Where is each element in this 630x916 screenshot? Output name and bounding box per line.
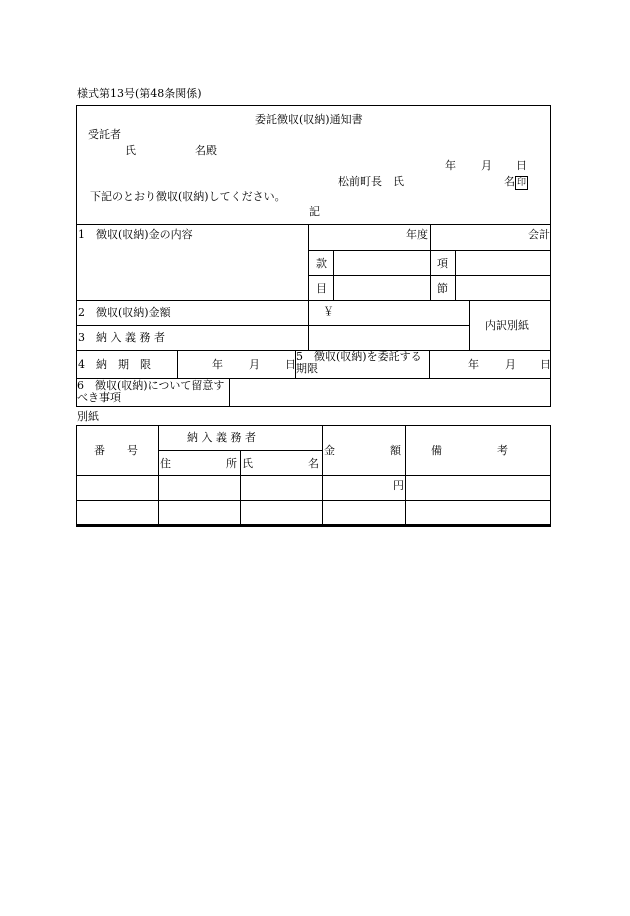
annex-title: 別紙	[77, 410, 99, 423]
line	[308, 275, 551, 276]
deadline-month: 月	[249, 358, 260, 371]
form-number: 様式第13号(第48条関係)	[77, 87, 202, 100]
account-label: 会計	[528, 228, 550, 241]
line	[240, 450, 241, 526]
line	[229, 378, 230, 407]
annex-name-header: 氏 名	[242, 457, 319, 470]
period-label: 5 徴収(収納)を委託する期限	[296, 350, 422, 375]
annex-remarks-header: 備 考	[431, 444, 508, 457]
period-year: 年	[468, 358, 479, 371]
obligor-label: 3 納 入 義 務 者	[78, 331, 165, 344]
consignee-name-label-2: 名殿	[195, 144, 217, 157]
line	[76, 500, 551, 501]
fiscal-year-label: 年度	[406, 228, 428, 241]
deadline-label: 4 納 期 限	[78, 358, 151, 371]
period-day: 日	[540, 358, 551, 371]
setsu-label: 節	[437, 282, 448, 295]
line	[308, 224, 309, 301]
annex-yen: 円	[393, 479, 404, 492]
line	[76, 325, 469, 326]
line	[430, 224, 431, 301]
notes-label: 6 徴収(収納)について留意すべき事項	[77, 379, 225, 404]
breakdown-label: 内訳別紙	[485, 319, 529, 332]
kan-label: 款	[316, 257, 327, 270]
moku-label: 目	[316, 282, 327, 295]
yen-sign: ￥	[323, 305, 334, 318]
line	[76, 300, 551, 301]
bottom-rule	[76, 524, 551, 527]
ki-label: 記	[309, 205, 320, 218]
line	[158, 450, 322, 451]
period-month: 月	[505, 358, 516, 371]
line	[308, 250, 551, 251]
kou-label: 項	[437, 257, 448, 270]
issuer-name-suffix: 名	[504, 175, 515, 188]
line	[455, 250, 456, 301]
notice-date-month: 月	[481, 159, 492, 172]
seal-mark: 印	[516, 178, 526, 188]
annex-obligor-header: 納 入 義 務 者	[187, 431, 256, 444]
deadline-year: 年	[212, 358, 223, 371]
issuer-label: 松前町長 氏	[338, 175, 404, 188]
notice-date-year: 年	[445, 159, 456, 172]
consignee-name-label-1: 氏	[125, 144, 136, 157]
instruction-text: 下記のとおり徴収(収納)してください。	[90, 190, 286, 203]
annex-address-header: 住 所	[160, 457, 237, 470]
content-label: 1 徴収(収納)金の内容	[78, 228, 193, 241]
line	[333, 250, 334, 301]
amount-label: 2 徴収(収納)金額	[78, 306, 171, 319]
notice-title: 委託徴収(収納)通知書	[255, 113, 363, 126]
deadline-day: 日	[285, 358, 296, 371]
line	[177, 350, 178, 378]
notice-date-day: 日	[516, 159, 527, 172]
annex-number-header: 番 号	[94, 444, 138, 457]
line	[76, 475, 551, 476]
annex-table	[76, 425, 551, 527]
line	[469, 300, 470, 350]
consignee-label: 受託者	[88, 128, 121, 141]
annex-amount-header: 金 額	[324, 444, 401, 457]
line	[76, 224, 551, 225]
